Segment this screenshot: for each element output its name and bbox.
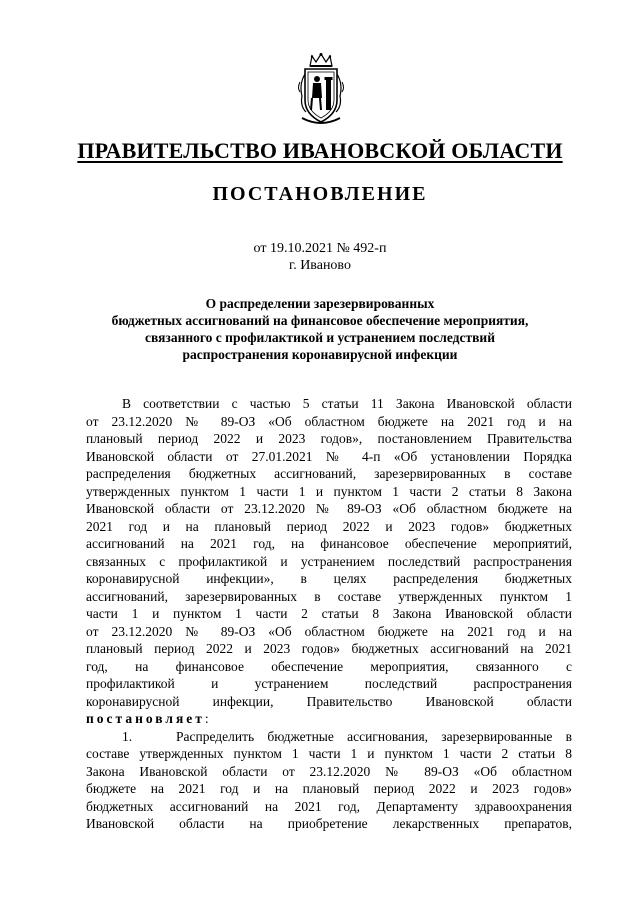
subject-line: распространения коронавирусной инфекции <box>182 347 458 362</box>
body-line: от 23.12.2020 № 89-ОЗ «Об областном бюджете на 2021 год и на <box>86 623 572 639</box>
subject-line: О распределении зарезервированных <box>205 296 435 311</box>
item-text: Распределить бюджетные ассигнования, зарезервированные в <box>176 728 572 744</box>
item-line: Закона Ивановской области от 23.12.2020 № 89-ОЗ «Об областном <box>86 763 572 779</box>
document-type-heading: ПОСТАНОВЛЕНИЕ <box>212 183 428 205</box>
document-meta <box>40 240 600 274</box>
subject-line: бюджетных ассигнований на финансовое обеспечение мероприятия, <box>111 313 529 328</box>
coat-of-arms-emblem <box>296 52 346 128</box>
body-line: ассигнований на 2021 год, на финансовое обеспечение мероприятий, <box>86 536 572 551</box>
body-line: утвержденных пунктом 1 части 1 и пунктом 1 части 2 статьи 8 Закона <box>86 483 572 499</box>
date-and-number: от 19.10.2021 № 492-п <box>253 241 387 256</box>
decree-colon: : <box>204 711 209 726</box>
body-line: от 23.12.2020 № 89-ОЗ «Об областном бюджете на 2021 год и на <box>86 413 572 429</box>
item-line: составе утвержденных пунктом 1 части 1 и пунктом 1 части 2 статьи 8 <box>86 746 572 761</box>
body-line: Ивановской области от 27.01.2021 № 4-п «Об установлении Порядка <box>86 448 572 464</box>
body-line: распределения бюджетных ассигнований, зарезервированных в составе <box>86 466 572 481</box>
body-line: плановый период 2022 и 2023 годов» бюджетных ассигнований на 2021 <box>86 641 572 656</box>
decree-line <box>86 710 572 728</box>
body-line: ассигнований, зарезервированных в составе утвержденных пунктом 1 <box>86 588 572 604</box>
body-line: В соответствии с частью 5 статьи 11 Закона Ивановской области <box>122 396 572 411</box>
document-subject <box>60 295 580 363</box>
body-line: связанных с профилактикой и устранением последствий распространения <box>86 553 572 569</box>
body-line: год, на финансовое обеспечение мероприятия, связанного с <box>86 658 572 674</box>
body-line: профилактикой и устранением последствий распространения <box>86 676 572 691</box>
body-line: коронавирусной инфекции», в целях распределения бюджетных <box>86 571 572 586</box>
body-line: части 1 и пунктом 1 части 2 статьи 8 Закона Ивановской области <box>86 606 572 621</box>
body-line: 2021 год и на плановый период 2022 и 2023 годов» бюджетных <box>86 518 572 534</box>
subject-line: связанного с профилактикой и устранением последствий <box>145 330 495 345</box>
item-line <box>86 728 572 746</box>
item-number: 1. <box>122 728 133 744</box>
organization-title: ПРАВИТЕЛЬСТВО ИВАНОВСКОЙ ОБЛАСТИ <box>77 138 563 163</box>
body-line: коронавирусной инфекции, Правительство Ивановской области <box>86 693 572 709</box>
body-line: Ивановской области от 23.12.2020 № 89-ОЗ «Об областном бюджете на <box>86 501 572 516</box>
item-line: Ивановской области на приобретение лекарственных препаратов, <box>86 816 572 831</box>
item-line: бюджете на 2021 год и на плановый период 2022 и 2023 годов» <box>86 781 572 796</box>
document-body <box>86 395 572 833</box>
item-line: бюджетных ассигнований на 2021 год, Департаменту здравоохранения <box>86 798 572 814</box>
body-line: плановый период 2022 и 2023 годов», постановлением Правительства <box>86 431 572 446</box>
decree-word: постановляет <box>86 711 205 726</box>
city-name: г. Иваново <box>289 258 351 273</box>
